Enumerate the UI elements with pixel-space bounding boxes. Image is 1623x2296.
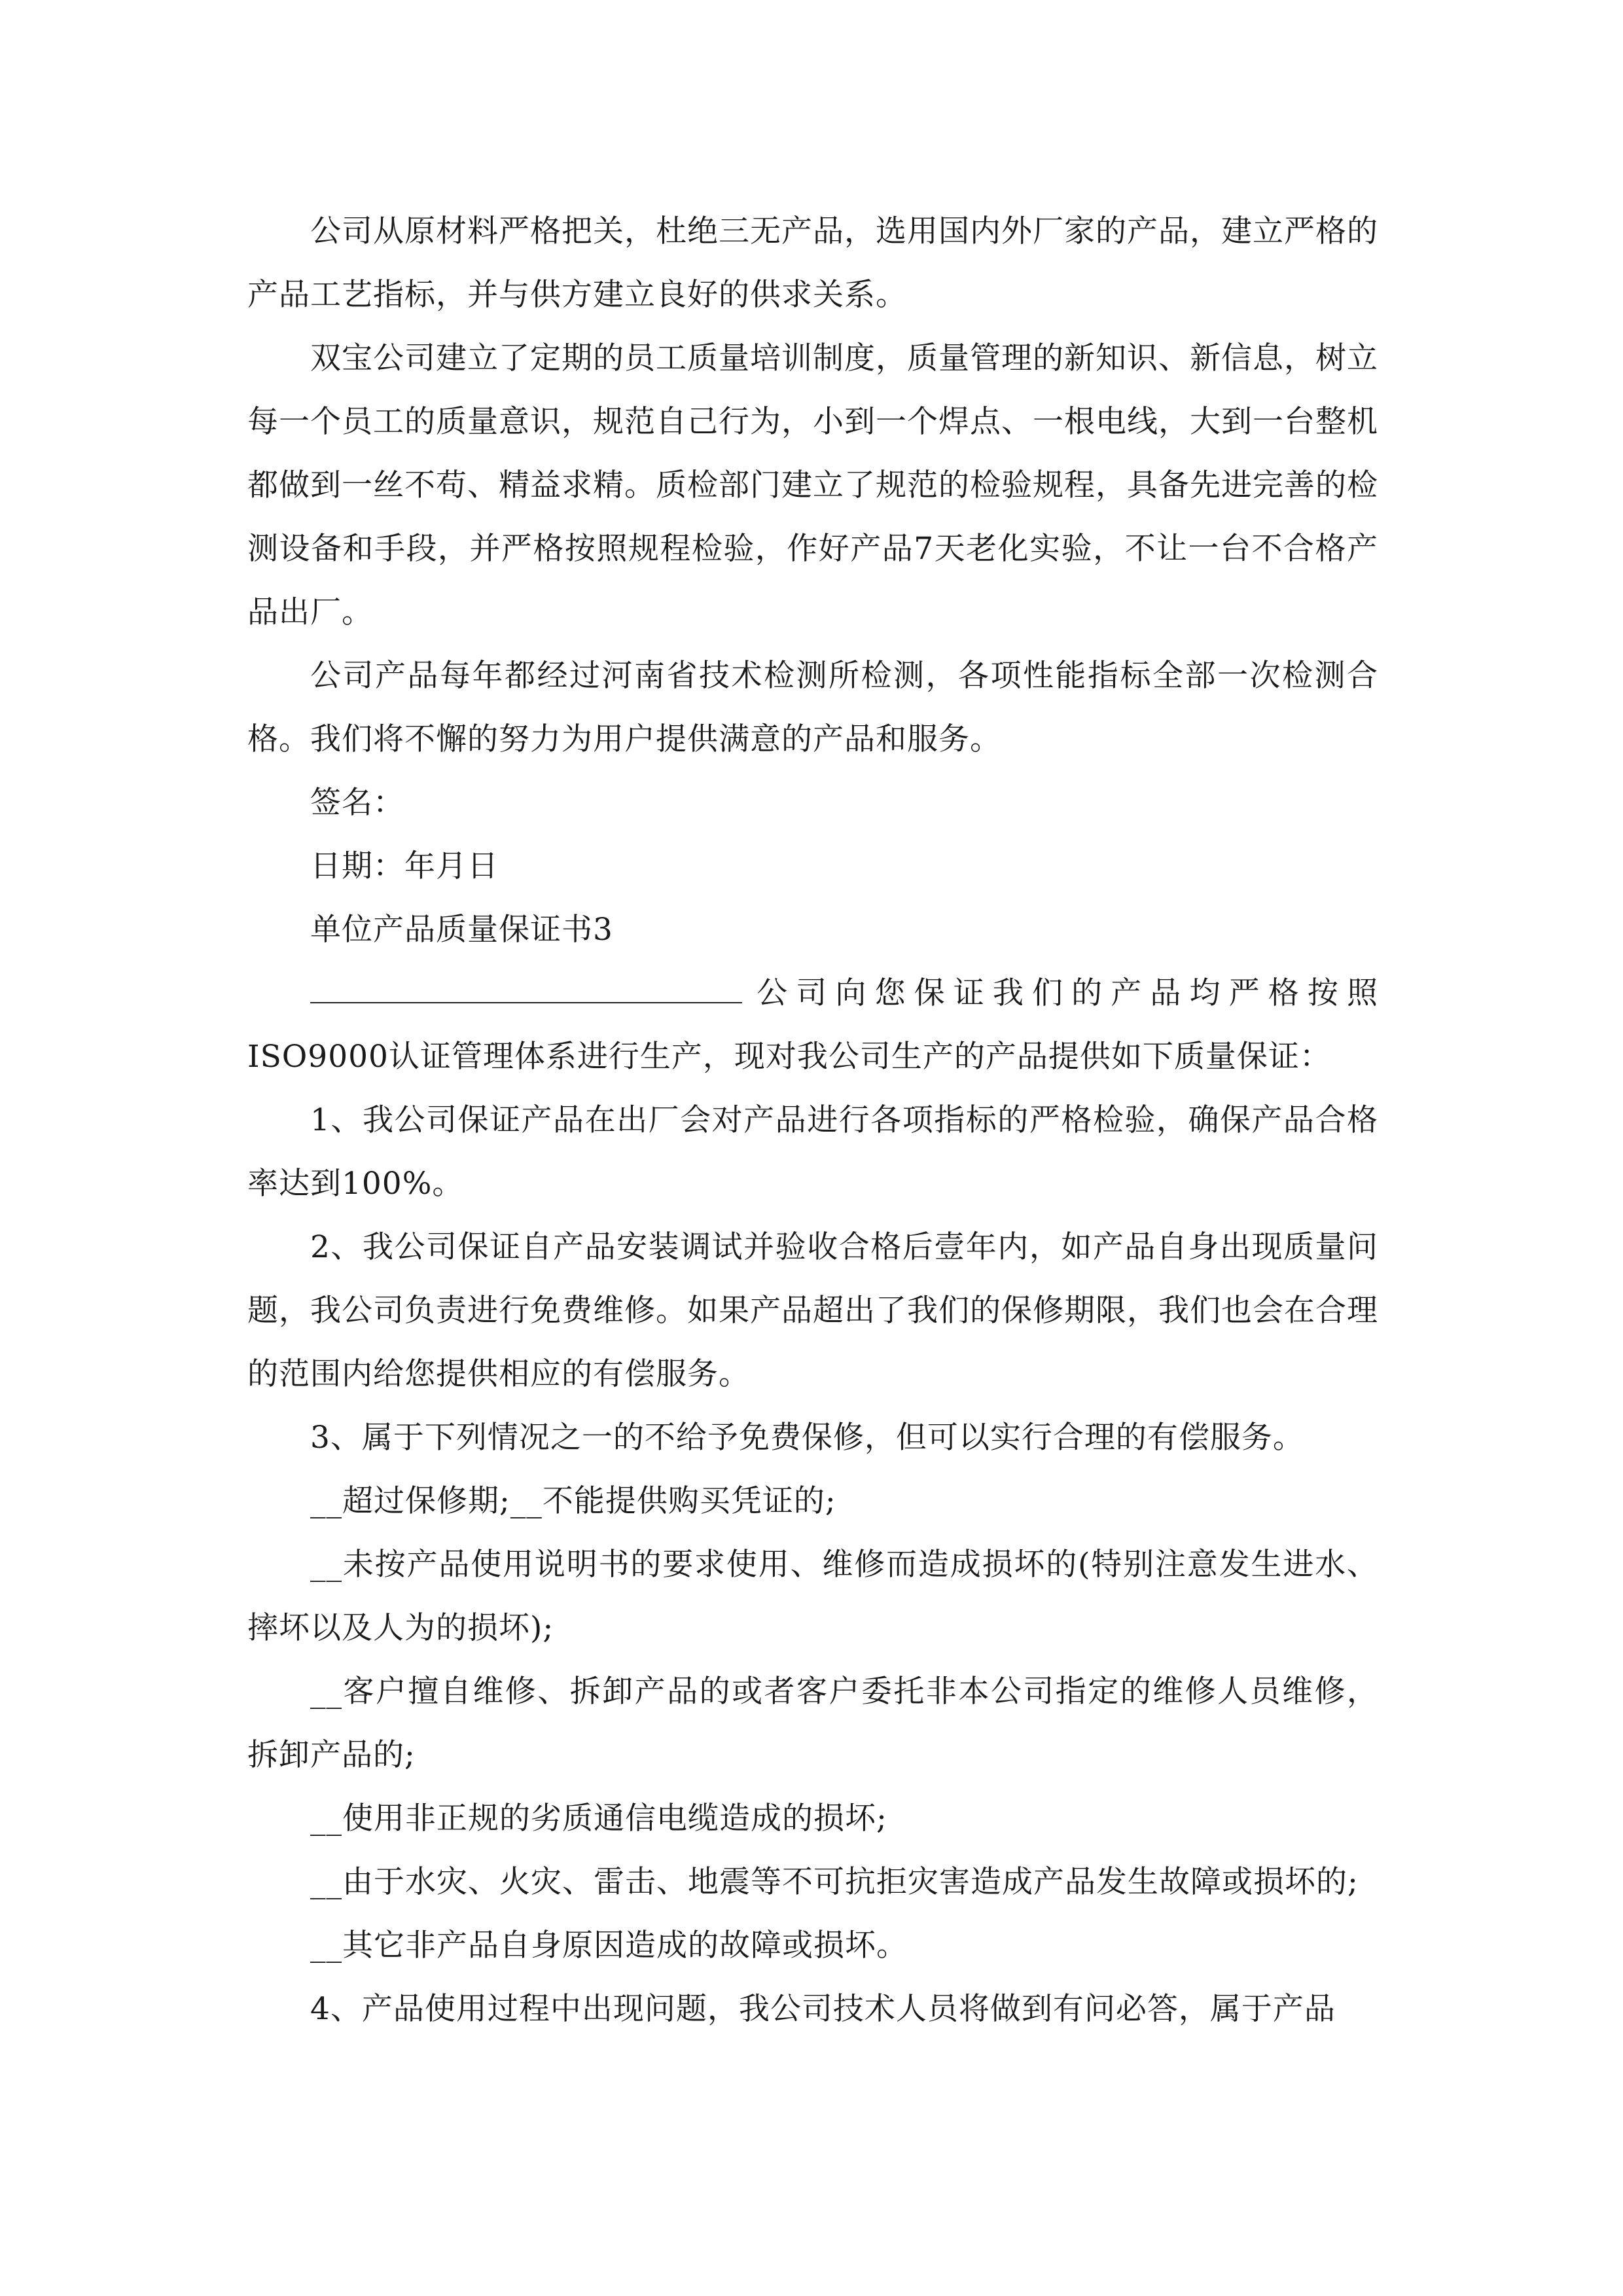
document-page (247, 200, 1378, 2041)
company-name-blank[interactable] (310, 968, 742, 1003)
paragraph-inspection: 公司产品每年都经过河南省技术检测所检测，各项性能指标全部一次检测合格。我们将不懈的努力为用户提供满意的产品和服务。 (247, 658, 1378, 757)
section-title: 单位产品质量保证书3 (310, 912, 613, 948)
signature-line: 签名： (310, 785, 404, 821)
paragraph-raw-materials: 公司从原材料严格把关，杜绝三无产品，选用国内外厂家的产品，建立严格的产品工艺指标，并与供方建立良好的供求关系。 (247, 213, 1378, 313)
item-4: 4、产品使用过程中出现问题，我公司技术人员将做到有问必答，属于产品 (310, 1991, 1336, 2027)
paragraph-quality-training: 双宝公司建立了定期的员工质量培训制度，质量管理的新知识、新信息，树立每一个员工的质量意识，规范自己行为，小到一个焊点、一根电线，大到一台整机都做到一丝不苟、精益求精。质检部门建立了规范的检验规程，具备先进完善的检测设备和手段，并严格按照规程检验，作好产品7天老化实验，不让一台不合格产品出厂。 (247, 340, 1378, 630)
exclusion-other: __其它非产品自身原因造成的故障或损坏。 (310, 1928, 908, 1964)
guarantee-intro-paragraph (247, 961, 1378, 1088)
exclusion-warranty-expired: __超过保修期;__不能提供购买凭证的; (310, 1483, 836, 1519)
item-1: 1、我公司保证产品在出厂会对产品进行各项指标的严格检验，确保产品合格率达到100%。 (247, 1102, 1378, 1202)
exclusion-improper-use: __未按产品使用说明书的要求使用、维修而造成损坏的(特别注意发生进水、摔坏以及人为的损坏); (247, 1547, 1378, 1646)
exclusion-natural-disaster: __由于水灾、火灾、雷击、地震等不可抗拒灾害造成产品发生故障或损坏的; (310, 1864, 1359, 1900)
exclusion-unauthorized-repair: __客户擅自维修、拆卸产品的或者客户委托非本公司指定的维修人员维修，拆卸产品的; (247, 1674, 1378, 1773)
guarantee-intro-text: 公司向您保证我们的产品均严格按照ISO9000认证管理体系进行生产，现对我公司生产的产品提供如下质量保证： (247, 975, 1378, 1075)
date-line: 日期：年月日 (310, 848, 499, 884)
exclusion-poor-cable: __使用非正规的劣质通信电缆造成的损坏; (310, 1801, 887, 1837)
item-3: 3、属于下列情况之一的不给予免费保修，但可以实行合理的有偿服务。 (310, 1420, 1304, 1456)
item-2: 2、我公司保证自产品安装调试并验收合格后壹年内，如产品自身出现质量问题，我公司负责进行免费维修。如果产品超出了我们的保修期限，我们也会在合理的范围内给您提供相应的有偿服务。 (247, 1229, 1378, 1392)
